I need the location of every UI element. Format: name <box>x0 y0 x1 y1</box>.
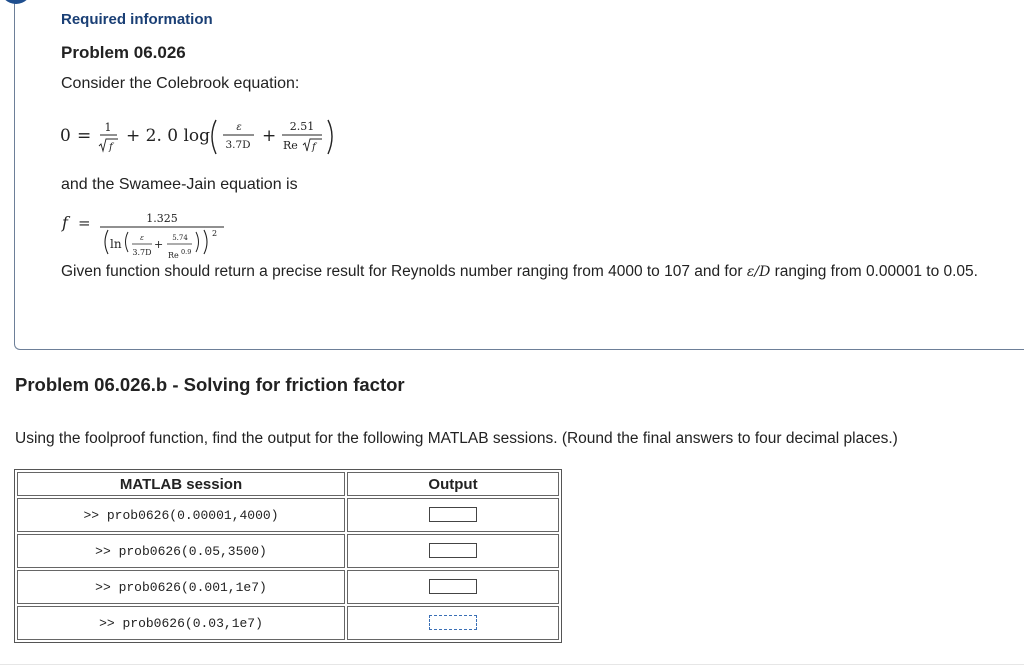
required-info-heading: Required information <box>61 11 213 28</box>
given-text-1: Given function should return a precise result for Reynolds number ranging from 4000 to 107 and for <box>61 263 747 280</box>
eq2-equals: = <box>78 214 91 232</box>
eq2-num2: 5.74 <box>172 234 188 242</box>
part-b-instructions: Using the foolproof function, find the output for the following MATLAB sessions. (Round the final answers to four decimal places.) <box>15 430 898 447</box>
eq1-one: 1 <box>104 121 112 134</box>
eq1-num2: 2.51 <box>289 120 315 133</box>
answer-input-3[interactable] <box>429 579 477 594</box>
eq1-f-sqrt: f <box>312 142 316 153</box>
given-eps-ratio: ε/D <box>746 264 771 280</box>
given-conditions <box>61 262 981 282</box>
swamee-jain-equation <box>60 208 240 270</box>
answer-input-4[interactable] <box>429 615 477 630</box>
eq1-log-term: + 2. 0 log <box>126 126 211 146</box>
eq1-re: Re <box>283 139 298 152</box>
eq2-f: f <box>62 213 68 232</box>
eq1-eps: ε <box>236 122 242 133</box>
eq2-den1: 3.7D <box>132 248 152 257</box>
eq1-den1: 3.7D <box>225 139 251 151</box>
eq2-exp: 0.9 <box>181 248 192 256</box>
output-cell <box>347 498 559 532</box>
matlab-command: >> prob0626(0.001,1e7) <box>17 570 345 604</box>
eq2-eps: ε <box>140 234 144 242</box>
table-row <box>17 570 559 604</box>
eq1-f-denom: f <box>109 142 113 153</box>
matlab-command: >> prob0626(0.03,1e7) <box>17 606 345 640</box>
problem-title: Problem 06.026 <box>61 43 186 62</box>
eq2-re: Re <box>168 251 179 260</box>
colebrook-intro: Consider the Colebrook equation: <box>61 75 300 92</box>
matlab-command: >> prob0626(0.00001,4000) <box>17 498 345 532</box>
column-header-session: MATLAB session <box>17 472 345 496</box>
footer-divider <box>0 664 1024 665</box>
matlab-command: >> prob0626(0.05,3500) <box>17 534 345 568</box>
output-cell <box>347 534 559 568</box>
eq2-numerator: 1.325 <box>146 212 178 225</box>
swamee-intro: and the Swamee-Jain equation is <box>61 176 298 193</box>
output-cell <box>347 606 559 640</box>
matlab-sessions-table <box>14 469 562 643</box>
part-b-title: Problem 06.026.b - Solving for friction factor <box>15 374 405 395</box>
answer-input-2[interactable] <box>429 543 477 558</box>
output-cell <box>347 570 559 604</box>
answer-input-1[interactable] <box>429 507 477 522</box>
eq2-power: 2 <box>212 229 218 238</box>
eq2-ln: ln <box>110 237 122 251</box>
table-row <box>17 606 559 640</box>
eq2-plus: + <box>154 238 164 251</box>
table-row <box>17 498 559 532</box>
table-header-row <box>17 472 559 496</box>
eq1-zero: 0 <box>60 126 71 146</box>
eq1-plus: + <box>262 126 277 146</box>
table-row <box>17 534 559 568</box>
colebrook-equation <box>60 114 360 166</box>
eq1-equals: = <box>77 126 92 146</box>
column-header-output: Output <box>347 472 559 496</box>
given-text-2: ranging from 0.00001 to 0.05. <box>770 263 978 280</box>
